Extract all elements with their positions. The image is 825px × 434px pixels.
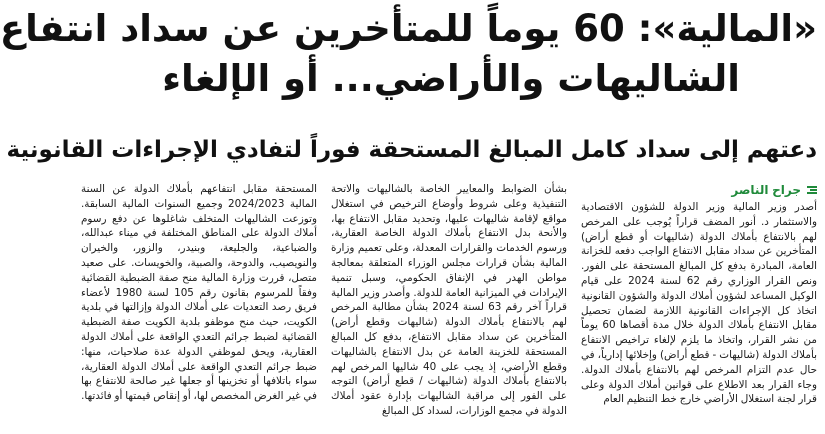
column-left-text: المستحقة مقابل انتفاعهم بأملاك الدولة عن السنة المالية 2024/2023 وجميع السنوات المالية السابقة. وتوزعت الشاليهات المتخلف شاغلوها عن دفع رسوم أملاك الدولة على المناطق المختلفة في ميناء عبدالله، والضباعية، والجليعة، وبنيدر، والزور، والخيران والنويصيب، والدوحة، والصبية، والخويسات. على صعيد متصل، قررت وزارة المالية منح صفة الضبطية القضائية وفقاً للمرسوم بقانون رقم 105 لسنة 1980 لأعضاء فريق رصد التعديات على أملاك الدولة وإزالتها في بلدية الكويت، حيث منح موظفو بلدية الكويت صفة الضبطية القضائية لضبط جرائم التعدي الواقعة على أملاك الدولة العقارية، ويحق لموظفي الدولة عدة صلاحيات، منها: ضبط جرائم التعدي الواقعة على أملاك الدولة العقارية، سواء باتلافها أو تخزينها أو جعلها غير صالحة للانتفاع بها في غير الغرض المخصص لها، أو إنقاص قيمتها أو فائدتها. bbox=[81, 183, 317, 403]
byline-marker-icon bbox=[805, 184, 817, 196]
column-right-text: أصدر وزير المالية وزير الدولة للشؤون الاقتصادية والاستثمار د. أنور المضف قراراً يُوجب على المرخص لهم بالانتفاع بأملاك الدولة (شاليهات أو قطع أراض) المتأخرين عن سداد مقابل الانتفاع الواجب دفعه للخزانة العامة، المبادرة بدفع كل المبالغ المستحقة على الفور. ونص القرار الوزاري رقم 62 لسنة 2024 على قيام الوكيل المساعد لشؤون أملاك الدولة والشؤون القانونية اتخاذ كل الإجراءات القانونية اللازمة لضمان تحصيل مقابل الانتفاع بأملاك الدولة خلال مدة أقصاها 60 يوماً من نشر القرار، واتخاذ ما يلزم لإلغاء تراخيص الانتفاع بأملاك الدولة (شاليهات - قطع أراض) وإخلائها إدارياً، في حال عدم التزام المرخص لهم بالانتفاع بأملاك الدولة. وجاء القرار بعد الاطلاع على قوانين أملاك الدولة وعلى قرار لجنة استغلال الأراضي خارج خط التنظيم العام bbox=[581, 201, 818, 406]
column-middle bbox=[331, 182, 567, 434]
column-right bbox=[581, 182, 817, 434]
subheadline: دعتهم إلى سداد كامل المبالغ المستحقة فوراً لتفادي الإجراءات القانونية bbox=[6, 137, 817, 163]
article-body bbox=[81, 182, 817, 434]
column-left bbox=[81, 182, 317, 434]
headline bbox=[0, 4, 817, 104]
column-middle-text: بشأن الضوابط والمعايير الخاصة بالشاليهات والاتحة التنفيذية وعلى شروط وأوضاع الترخيص في استغلال مواقع لإقامة شاليهات عليها، وتحديد مقابل الانتفاع بها، والأنحة بدل الانتفاع بأملاك الدولة الخاصة العقارية، ورسوم الخدمات والقرارات المعدلة، وعلى تعميم وزارة المالية بشأن قرارات مجلس الوزراء المتعلقة بمعالجة مواطن الهدر في الإنفاق الحكومي، وسبل تنمية الإيرادات في الميزانية العامة للدولة. وأصدر وزير المالية قراراً آخر رقم 63 لسنة 2024 بشأن مطالبة المرخص لهم بالانتفاع بأملاك الدولة (شاليهات وقطع أراض) المتأخرين عن سداد مقابل الانتفاع، بدفع كل المبالغ المستحقة للخزينة العامة عن بدل الانتفاع بالشاليهات وقطع الأراضي، إذ يجب على 40 شاليها المرخص لهم بالانتفاع بأملاك الدولة (شاليهات / قطع أراض) التوجه على الفور إلى مراقبة الشاليهات بإدارة عقود أملاك الدولة في مجمع الوزارات، لسداد كل المبالغ bbox=[331, 183, 568, 417]
byline bbox=[581, 182, 817, 198]
headline-line-2: الشاليهات والأراضي... أو الإلغاء bbox=[162, 57, 740, 100]
byline-author: جراح الناصر bbox=[731, 183, 801, 197]
headline-line-1: «المالية»: 60 يوماً للمتأخرين عن سداد انتفاع bbox=[0, 7, 817, 50]
